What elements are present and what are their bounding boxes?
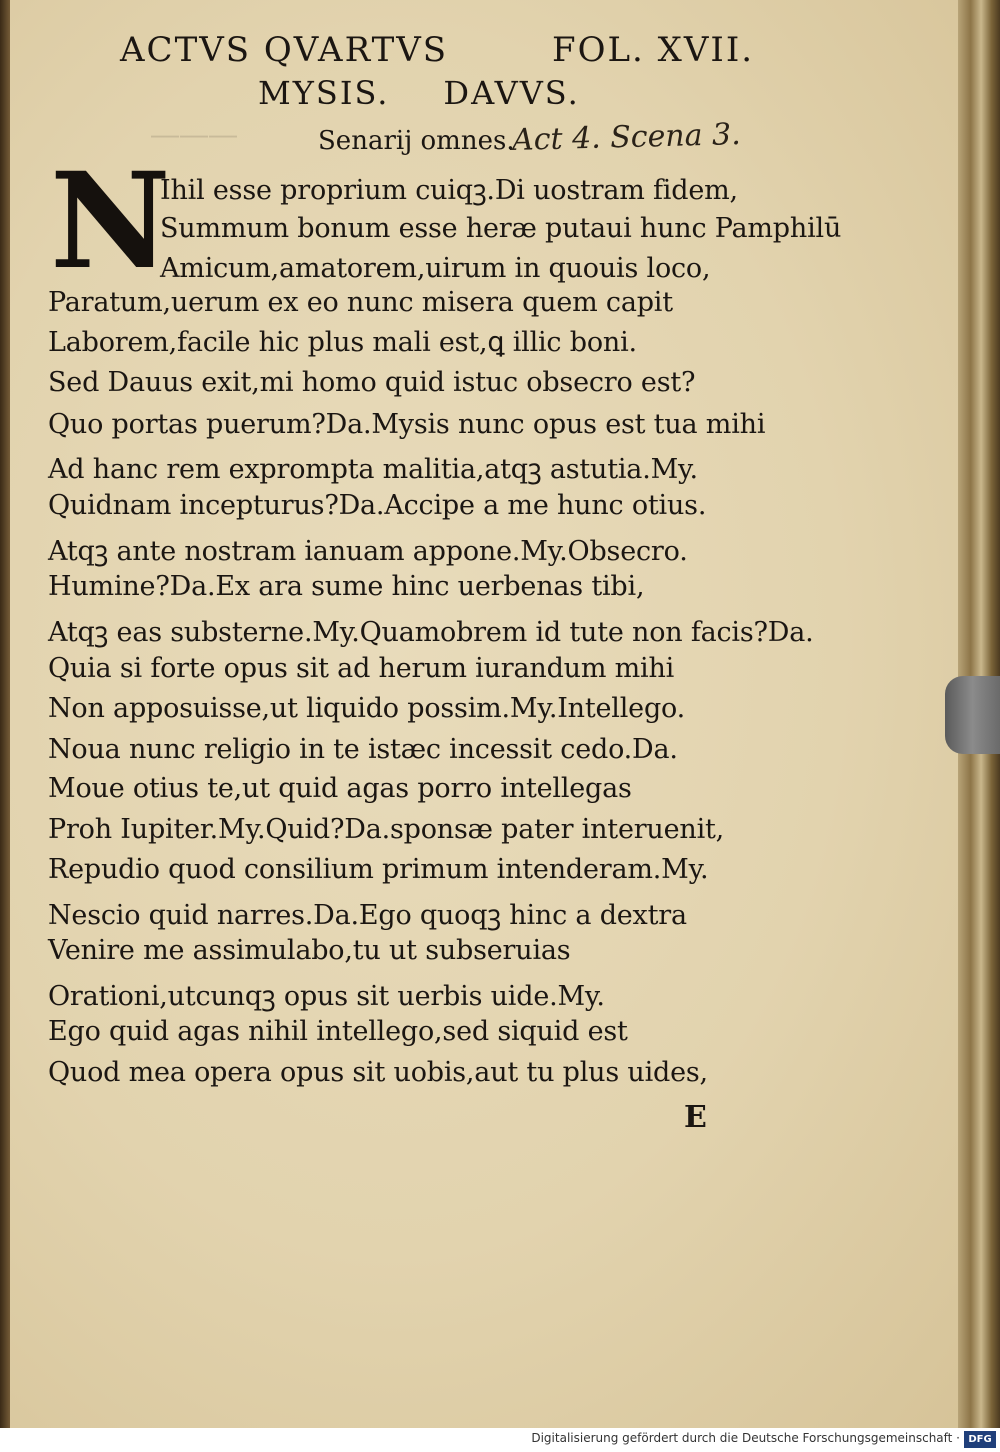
verse-line: Orationi,utcunqꝫ opus sit uerbis uide.My. (48, 981, 605, 1012)
verse-line: Non apposuisse,ut liquido possim.My.Intellego. (48, 693, 685, 724)
speaker-davus: DAVVS. (443, 74, 580, 112)
signature-mark: E (684, 1100, 707, 1135)
speaker-mysis: MYSIS. (258, 74, 390, 112)
verse-line: Ihil esse proprium cuiqꝫ.Di uostram fidem, (160, 175, 738, 206)
footer-bar (0, 1428, 1000, 1452)
verse-line: Atqꝫ eas substerne.My.Quamobrem id tute non facis?Da. (48, 617, 814, 648)
verse-line: Quidnam incepturus?Da.Accipe a me hunc otius. (48, 490, 707, 521)
verse-line: Repudio quod consilium primum intenderam.My. (48, 854, 709, 885)
verse-line: Quo portas puerum?Da.Mysis nunc opus est tua mihi (48, 409, 766, 440)
verse-line: Proh Iupiter.My.Quid?Da.sponsæ pater interuenit, (48, 814, 725, 845)
verse-line: Quia si forte opus sit ad herum iurandum mihi (48, 653, 675, 684)
verse-line: Nescio quid narres.Da.Ego quoqꝫ hinc a dextra (48, 900, 687, 931)
verse-line: Sed Dauus exit,mi homo quid istuc obsecro est? (48, 367, 696, 398)
running-head-act: ACTVS QVARTVS (120, 30, 449, 70)
verse-line: Paratum,uerum ex eo nunc misera quem capit (48, 287, 673, 318)
drop-cap-initial: N (50, 144, 171, 299)
verse-line: Laborem,facile hic plus mali est,ꝗ illic boni. (48, 327, 637, 358)
handwritten-annotation: Act 4. Scena 3. (511, 117, 742, 158)
verse-line: Atqꝫ ante nostram ianuam appone.My.Obsecro. (48, 536, 688, 567)
verse-line: Humine?Da.Ex ara sume hinc uerbenas tibi, (48, 571, 645, 602)
verse-line: Venire me assimulabo,tu ut subseruias (48, 935, 571, 966)
verse-line: Moue otius te,ut quid agas porro intellegas (48, 773, 632, 804)
dfg-logo: DFG (964, 1431, 996, 1448)
verse-line: Quod mea opera opus sit uobis,aut tu plus uides, (48, 1057, 708, 1088)
verse-line: Noua nunc religio in te istæc incessit cedo.Da. (48, 734, 678, 765)
verse-line: Ad hanc rem exprompta malitia,atqꝫ astutia.My. (48, 454, 698, 485)
meter-note: Senarij omnes. (318, 126, 515, 156)
funding-credit: Digitalisierung gefördert durch die Deutsche Forschungsgemeinschaft · (531, 1431, 960, 1445)
verse-line: Summum bonum esse heræ putaui hunc Pamphilū (160, 213, 842, 244)
show-through-mark: ――― (150, 118, 237, 151)
running-head-folio: FOL. XVII. (552, 30, 755, 70)
verse-line: Amicum,amatorem,uirum in quouis loco, (160, 253, 711, 284)
verse-line: Ego quid agas nihil intellego,sed siquid est (48, 1016, 628, 1047)
